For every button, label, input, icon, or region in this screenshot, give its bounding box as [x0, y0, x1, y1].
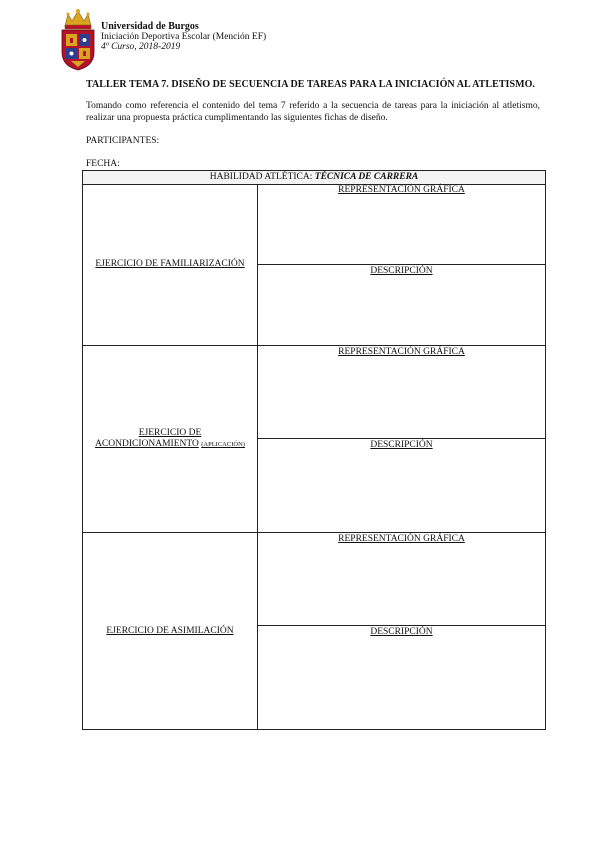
sheet-header [83, 171, 545, 185]
exercise-label-note: (APLICACIÓN) [201, 441, 245, 448]
exercise-label-line1: EJERCICIO DE [138, 428, 202, 438]
skill-prefix: HABILIDAD ATLÉTICA: [209, 172, 315, 182]
description-cell[interactable] [258, 440, 545, 450]
cell-divider [258, 625, 545, 626]
design-sheet-table [82, 170, 546, 730]
header-block [101, 22, 266, 52]
date-label: FECHA: [86, 159, 120, 169]
exercise-label-cell [83, 184, 258, 345]
skill-name: TÉCNICA DE CARRERA [314, 172, 419, 182]
description-cell[interactable] [258, 266, 545, 276]
graphic-cell[interactable] [258, 184, 545, 195]
university-name: Universidad de Burgos [101, 21, 199, 32]
university-crest-logo [59, 8, 97, 72]
exercise-label-line2: ACONDICIONAMIENTO [95, 439, 199, 449]
exercise-label-cell [83, 533, 258, 729]
participants-label: PARTICIPANTES: [86, 136, 160, 146]
cell-divider [258, 264, 545, 265]
intro-paragraph: Tomando como referencia el contenido del tema 7 referido a la secuencia de tareas para la iniciación al atletismo, realizar una propuesta práctica cumplimentando las siguientes fichas de diseño. [86, 101, 540, 123]
exercise-row [83, 184, 545, 346]
cell-divider [258, 438, 545, 439]
page-title: TALLER TEMA 7. DISEÑO DE SECUENCIA DE TAREAS PARA LA INICIACIÓN AL ATLETISMO. [86, 79, 535, 90]
graphic-label: REPRESENTACIÓN GRÁFICA [338, 185, 465, 195]
description-label: DESCRIPCIÓN [370, 627, 433, 637]
exercise-label: EJERCICIO DE ASIMILACIÓN [106, 625, 234, 636]
exercise-label: EJERCICIO DE FAMILIARIZACIÓN [95, 259, 245, 269]
description-label: DESCRIPCIÓN [370, 440, 433, 450]
description-cell[interactable] [258, 627, 545, 637]
exercise-label-cell [83, 346, 258, 532]
course-year: 4º Curso, 2018-2019 [101, 42, 181, 52]
graphic-cell[interactable] [258, 533, 545, 544]
exercise-row [83, 533, 545, 729]
graphic-cell[interactable] [258, 346, 545, 357]
graphic-label: REPRESENTACIÓN GRÁFICA [338, 347, 465, 357]
graphic-label: REPRESENTACIÓN GRÁFICA [338, 534, 465, 544]
description-label: DESCRIPCIÓN [370, 266, 433, 276]
exercise-row [83, 346, 545, 533]
program-name: Iniciación Deportiva Escolar (Mención EF) [101, 32, 267, 42]
